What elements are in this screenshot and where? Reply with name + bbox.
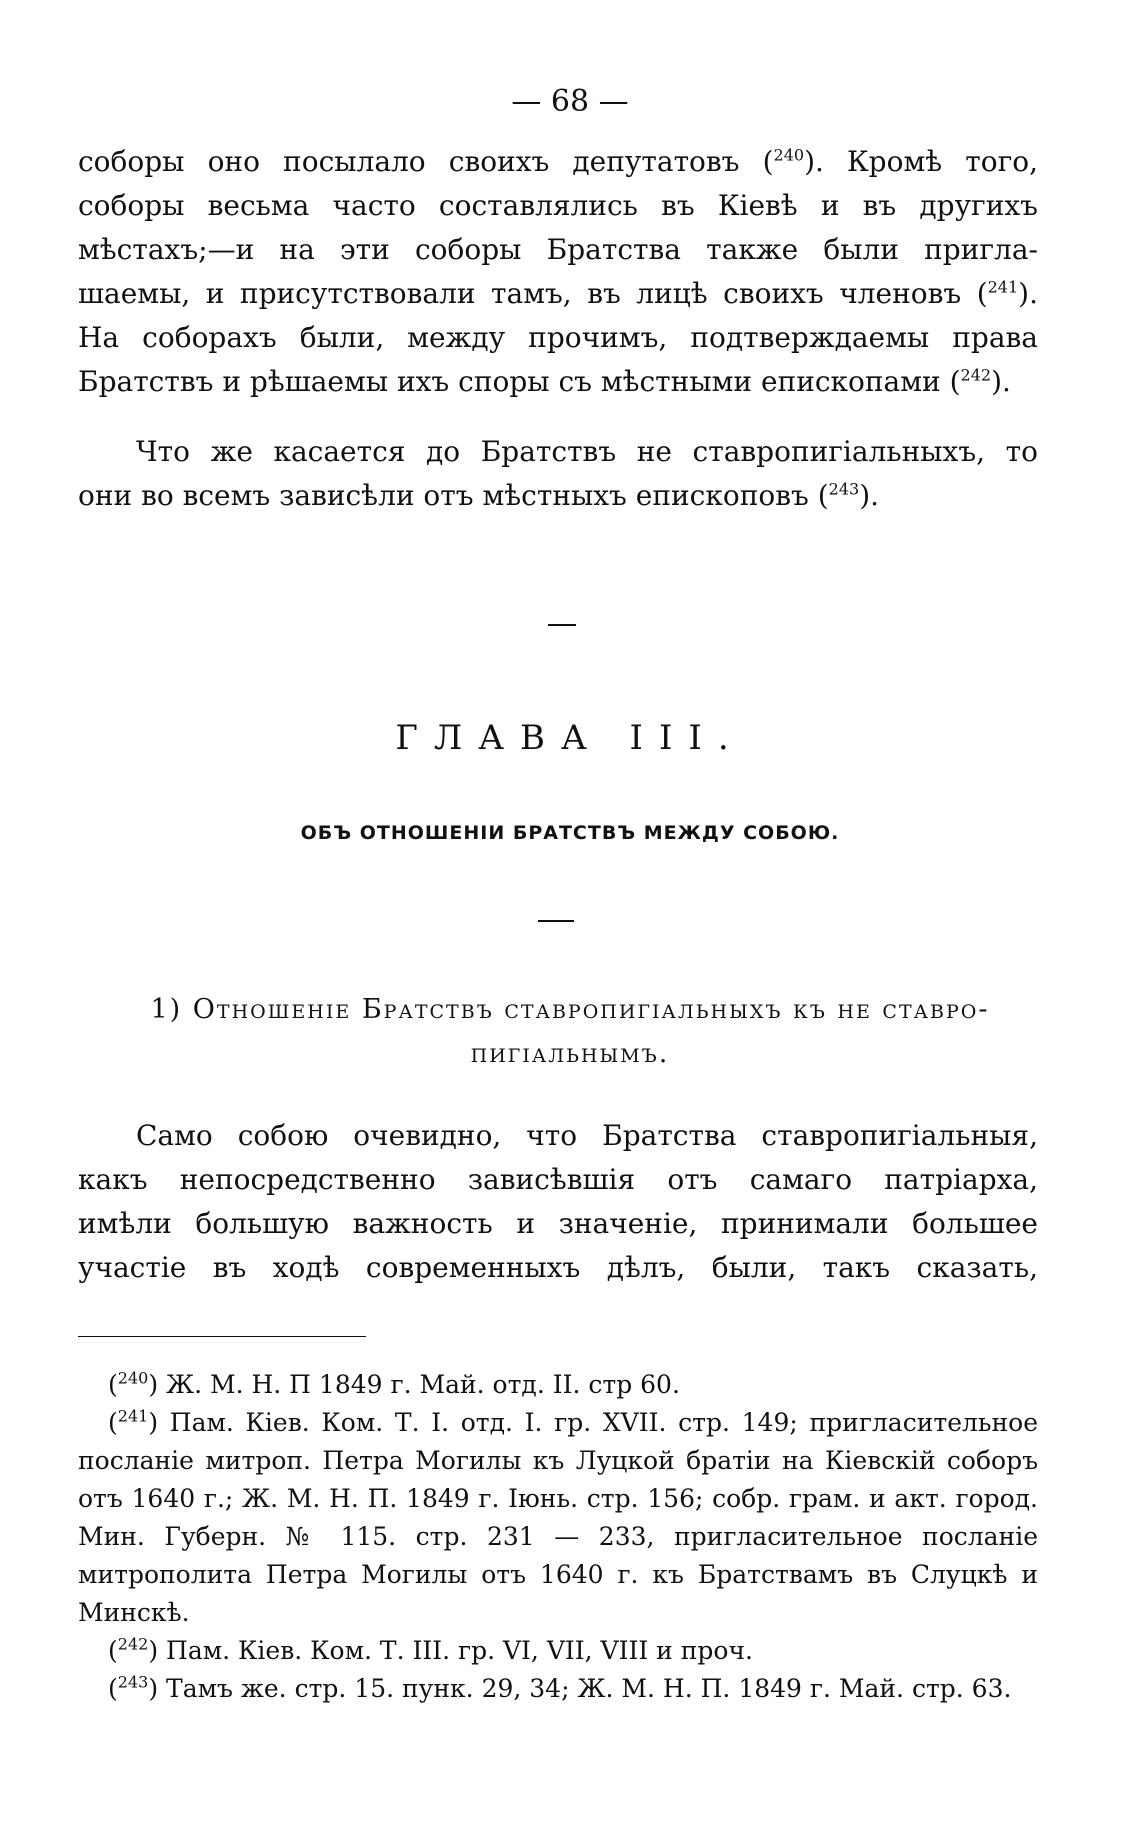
footnote: ($^{242}$) Пам. Кіев. Ком. Т. III. гр. VI, VII, VIII и проч.	[108, 1634, 753, 1665]
text-line: Что же касается до Братствъ не ставропигіальныхъ, то	[136, 435, 1038, 468]
footnote-ref: 243	[828, 479, 860, 499]
section-divider	[548, 624, 576, 626]
footnote-separator	[78, 1336, 366, 1337]
text-line: шаемы, и присутствовали тамъ, въ лицѣ своихъ членовъ ($^{241}$).	[78, 277, 1038, 310]
text-line: Братствъ и рѣшаемы ихъ споры съ мѣстными епископами ($^{242}$).	[78, 365, 1011, 398]
second-paragraph	[78, 430, 1038, 518]
top-paragraph	[78, 140, 1038, 404]
text-line: На соборахъ были, между прочимъ, подтверждаемы права	[78, 321, 1038, 354]
text-line: соборы оно посылало своихъ депутатовъ ($^{240}$). Кромѣ того,	[78, 145, 1038, 178]
page-number: — 68 —	[511, 84, 629, 119]
section-heading: 1) Отношеніе Братствъ ставропигіальныхъ къ не ставро- пигіальнымъ.	[150, 994, 990, 1069]
footnotes	[78, 1366, 1038, 1708]
footnote: ($^{241}$) Пам. Кіев. Ком. Т. I. отд. I. гр. XVII. стр. 149; пригласительное посланіе митроп. Петра Могилы къ Луцкой братіи на Кіевскій соборъ отъ 1640 г.; Ж. М. Н. П. 1849 г. Іюнь. стр. 156; собр. грам. и акт. город. Мин. Губерн. № 115. стр. 231 — 233, пригласительное посланіе митрополита Петра Могилы отъ 1640 г. къ Братствамъ въ Слуцкѣ и Минскѣ.	[78, 1406, 1038, 1627]
footnote-ref: 240	[773, 145, 805, 165]
text-line: мѣстахъ;—и на эти соборы Братства также были пригла-	[78, 233, 1038, 266]
text-line: участіе въ ходѣ современныхъ дѣлъ, были, такъ сказать,	[78, 1251, 1038, 1284]
text-line: соборы весьма часто составлялись въ Кіевѣ и въ другихъ	[78, 189, 1038, 222]
body-paragraph	[78, 1114, 1038, 1290]
text-line: имѣли большую важность и значеніе, принимали большее	[78, 1207, 1038, 1240]
footnote: ($^{240}$) Ж. М. Н. П 1849 г. Май. отд. II. стр 60.	[108, 1368, 680, 1399]
footnote: ($^{243}$) Тамъ же. стр. 15. пунк. 29, 34; Ж. М. Н. П. 1849 г. Май. стр. 63.	[108, 1672, 1012, 1703]
text-line: Само собою очевидно, что Братства ставропигіальныя,	[136, 1119, 1038, 1152]
section-divider	[538, 920, 574, 922]
footnote-ref: 242	[960, 365, 992, 385]
text-line: какъ непосредственно зависѣвшія отъ самаго патріарха,	[78, 1163, 1038, 1196]
text-line: они во всемъ зависѣли отъ мѣстныхъ епископовъ ($^{243}$).	[78, 479, 880, 512]
footnote-ref: 241	[987, 277, 1019, 297]
chapter-title: ГЛАВА III.	[395, 718, 745, 758]
chapter-subtitle: ОБЪ ОТНОШЕНІИ БРАТСТВЪ МЕЖДУ СОБОЮ.	[300, 822, 840, 844]
